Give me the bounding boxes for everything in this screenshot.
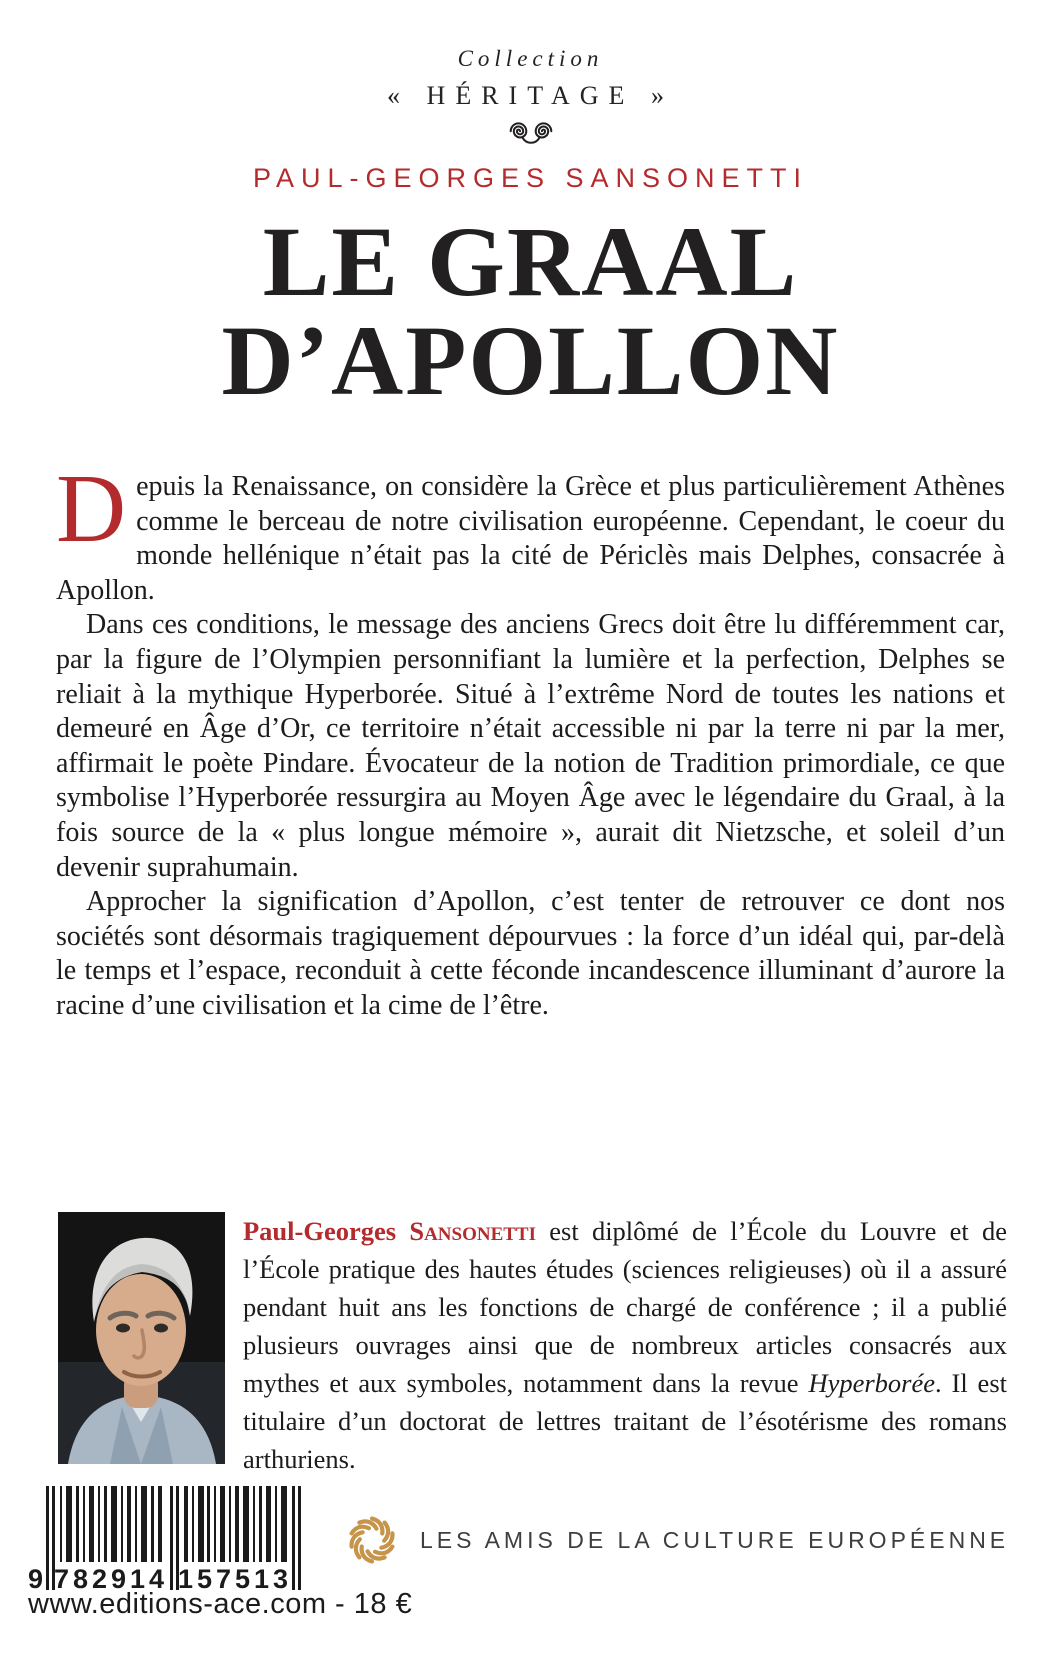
author-bio-text [243, 1212, 1007, 1478]
author-photo [58, 1212, 225, 1464]
synopsis-paragraph-1-text: epuis la Renaissance, on considère la Grèce et plus particulièrement Athènes comme le berceau de notre civilisation européenne. Cependant, le coeur du monde hellénique n’était pas la cité de Périclès mais Delphes, consacrée à Apollon. [56, 471, 1005, 606]
ean-digits-mid: 782914 [53, 1564, 169, 1594]
ean-digits-right: 157513 [177, 1564, 293, 1594]
bio-text-part1: est diplômé de l’École du Louvre et de l’École pratique des hautes études (sciences religieuses) où il a assuré pendant huit ans les fonctions de chargé de conférence ; il a publié plusieurs ouvrages ainsi que de nombreux articles consacrés aux mythes et aux symboles, notamment dans la revue [243, 1216, 1007, 1398]
publisher-name: LES AMIS DE LA CULTURE EUROPÉENNE [420, 1526, 1010, 1553]
double-spiral-ornament-icon [0, 117, 1061, 147]
synopsis-paragraph-1 [56, 455, 1005, 608]
bio-author-last-name: Sansonetti [409, 1216, 536, 1246]
website-price-line: www.editions-ace.com - 18 € [28, 1588, 413, 1620]
publisher-row [344, 1512, 1009, 1568]
collection-label: Collection [457, 46, 604, 71]
bio-text-part2: . Il est titulaire d’un doctorat de lettres traitant de l’ésotérisme des romans arthuriens. [243, 1368, 1007, 1474]
book-title-line2: D’APOLLON [221, 305, 840, 416]
book-title [0, 206, 1061, 416]
synopsis [56, 455, 1005, 1024]
book-title-line1: LE GRAAL [262, 206, 799, 317]
publisher-logo-icon [344, 1512, 400, 1568]
series-name: « HÉRITAGE » [387, 81, 674, 110]
synopsis-paragraph-2: Dans ces conditions, le message des anciens Grecs doit être lu différemment car, par la figure de l’Olympien personnifiant la lumière et la perfection, Delphes se reliait à la mythique Hyperborée. Situé à l’extrême Nord de toutes les nations et demeuré en Âge d’Or, ce territoire n’était accessible ni par la terre ni par la mer, affirmait le poète Pindare. Évocateur de la notion de Tradition primordiale, ce que symbolise l’Hyperborée ressurgira au Moyen Âge avec le légendaire du Graal, à la fois source de la « plus longue mémoire », aurait dit Nietzsche, et soleil d’un devenir suprahumain. [56, 609, 1005, 883]
bio-revue-title: Hyperborée [808, 1368, 935, 1398]
ean-digit-left: 9 [28, 1564, 44, 1594]
synopsis-paragraph-3: Approcher la signification d’Apollon, c’est tenter de retrouver ce dont nos sociétés sont désormais tragiquement dépourvues : la force d’un idéal qui, par-delà le temps et l’espace, reconduit à cette féconde incandescence illuminant d’aurore la racine d’une civilisation et la cime de l’être. [56, 886, 1005, 1021]
masthead [0, 0, 1061, 194]
author-name-top: PAUL-GEORGES SANSONETTI [252, 163, 809, 193]
bio-author-first-name: Paul-Georges [243, 1216, 410, 1246]
ean-barcode [28, 1486, 304, 1604]
dropcap: D [56, 455, 127, 562]
author-bio-section [58, 1212, 1007, 1478]
